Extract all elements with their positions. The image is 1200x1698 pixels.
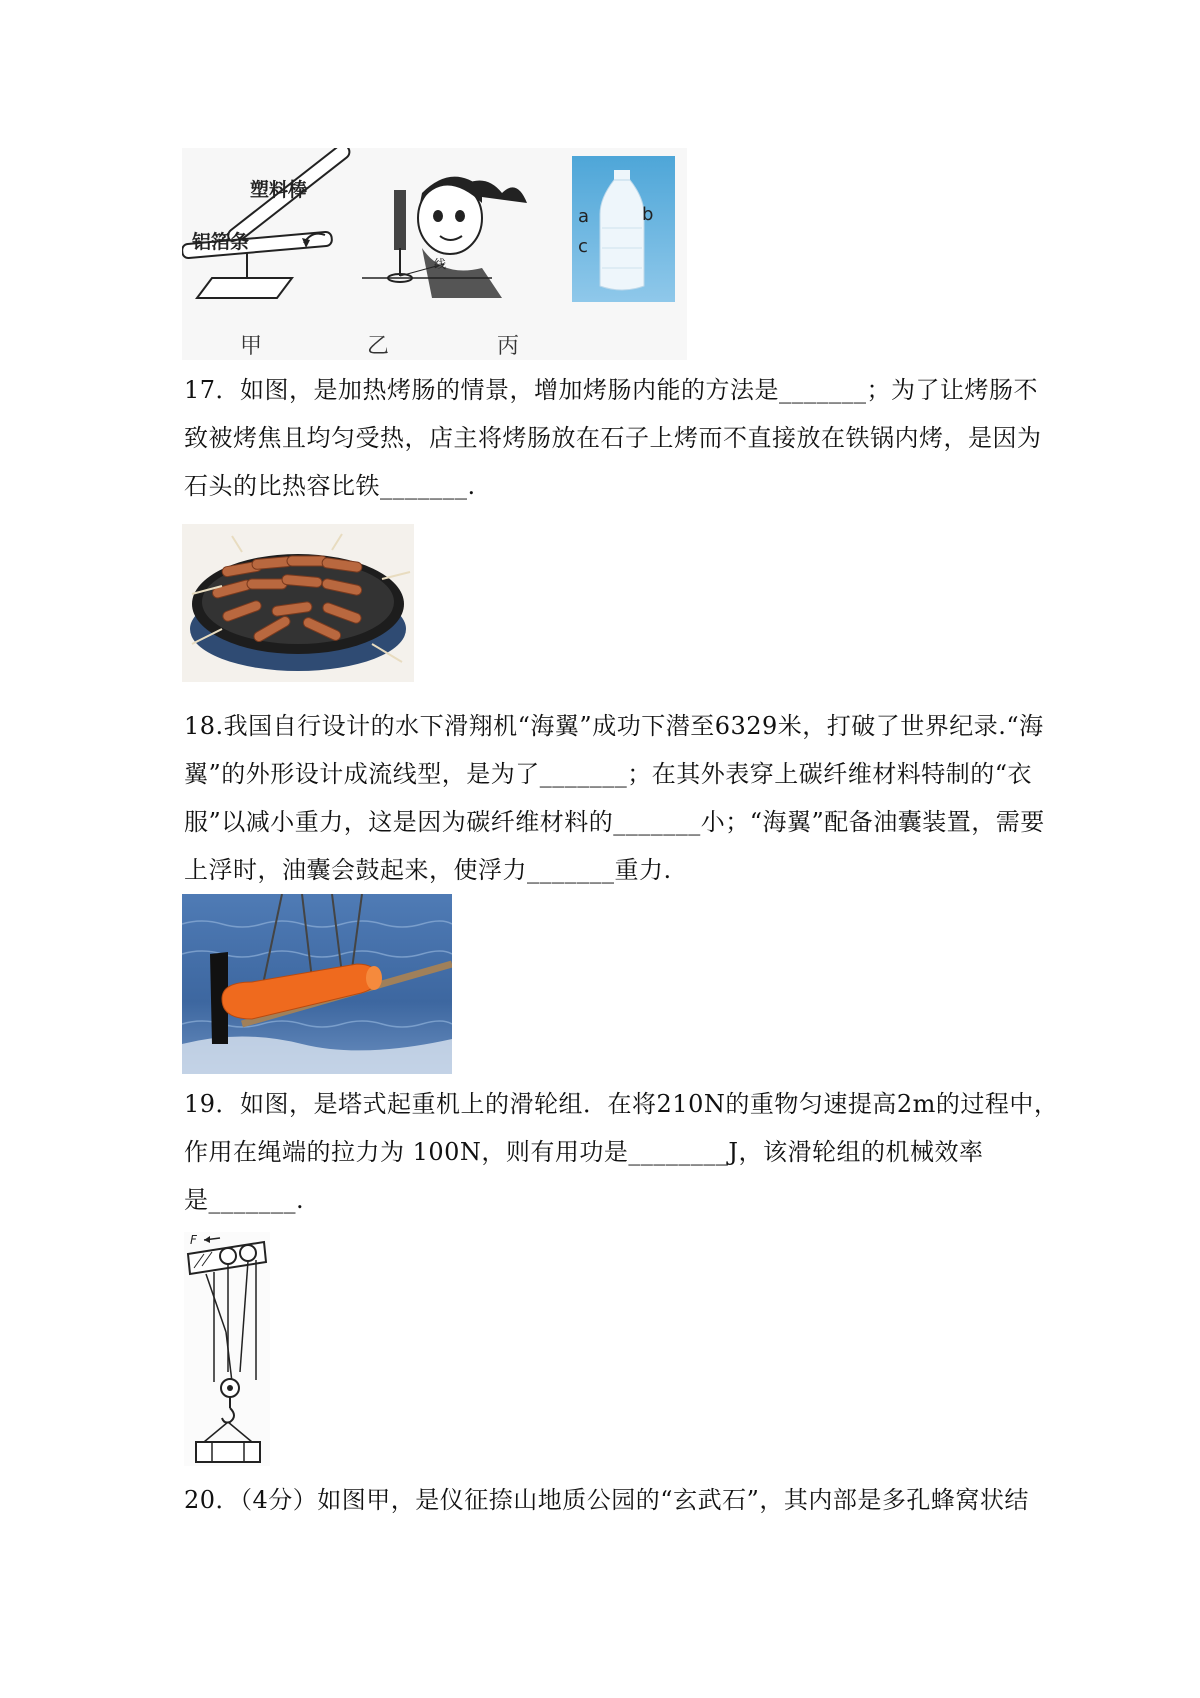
plastic-rod-label: 塑料棒 [250, 179, 308, 201]
foil-label: 铝箔条 [192, 231, 250, 253]
q17-line-2: 致被烤焦且均匀受热，店主将烤肠放在石子上烤而不直接放在铁锅内烤，是因为 [184, 424, 1042, 452]
panel-bing-label: 丙 [497, 334, 520, 359]
panel-bing-drawing [572, 156, 675, 302]
q18-line-2: 翼”的外形设计成流线型，是为了_______；在其外表穿上碳纤维材料特制的“衣 [184, 760, 1033, 788]
q18-line-1: 18.我国自行设计的水下滑翔机“海翼”成功下潜至6329米，打破了世界纪录.“海 [184, 712, 1044, 740]
thread-label: 线 [434, 257, 447, 271]
figure-16 [182, 148, 687, 360]
q19-line-1: 19．如图，是塔式起重机上的滑轮组．在将210N的重物匀速提高2m的过程中， [184, 1090, 1059, 1118]
q19-line-2: 作用在绳端的拉力为 100N，则有用功是________J，该滑轮组的机械效率 [184, 1138, 984, 1166]
panel-yi-label: 乙 [367, 334, 390, 359]
bottle-b-label: b [642, 204, 654, 225]
force-label: F [190, 1233, 197, 1247]
q18-line-4: 上浮时，油囊会鼓起来，使浮力_______重力. [184, 856, 672, 884]
sausage-grill-image [182, 524, 414, 682]
panel-jia-label: 甲 [240, 334, 263, 359]
pulley-system-figure [184, 1232, 270, 1466]
q17-line-3: 石头的比热容比铁_______. [184, 472, 476, 500]
q19-line-3: 是_______. [184, 1186, 305, 1214]
q18-line-3: 服”以减小重力，这是因为碳纤维材料的_______小；“海翼”配备油囊装置，需要 [184, 808, 1045, 836]
underwater-glider-image [182, 894, 452, 1074]
bottle-c-label: c [578, 236, 588, 257]
q17-line-1: 17．如图，是加热烤肠的情景，增加烤肠内能的方法是_______；为了让烤肠不 [184, 376, 1039, 404]
bottle-a-label: a [578, 206, 590, 227]
q20-line-1: 20．（4分）如图甲，是仪征捺山地质公园的“玄武石”，其内部是多孔蜂窝状结 [184, 1486, 1029, 1514]
